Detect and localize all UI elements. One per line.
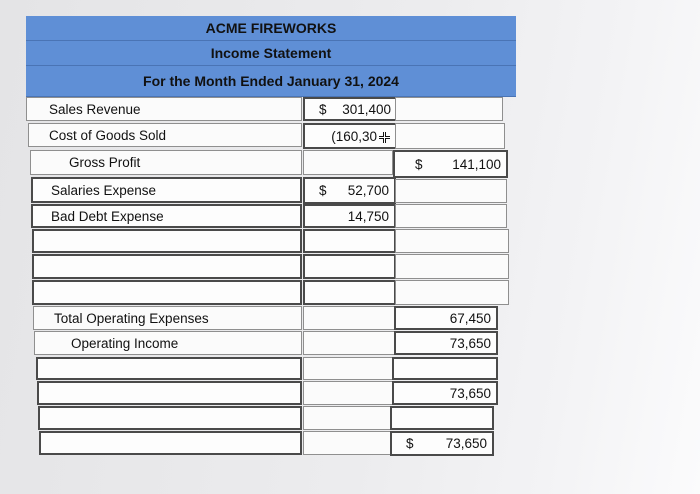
blank-label-input-4[interactable] — [36, 357, 302, 380]
operating-income-input[interactable] — [394, 331, 498, 355]
blank-expense-label-input-3[interactable] — [32, 280, 302, 305]
blank-total-cell-3 — [395, 280, 509, 305]
sales-revenue-currency: $ — [319, 101, 327, 117]
salaries-label-input[interactable] — [31, 177, 302, 203]
blank-expense-amount-input-1[interactable] — [303, 229, 396, 253]
salaries-currency: $ — [319, 183, 327, 198]
total-opex-amount: 67,450 — [449, 310, 491, 326]
row-d-input[interactable] — [390, 431, 494, 456]
blank-mid-cell-6 — [303, 406, 391, 430]
salaries-amount: 52,700 — [347, 183, 389, 198]
operating-income-label: Operating Income — [71, 335, 179, 351]
cogs-amount: (160,30 — [331, 128, 377, 144]
blank-mid-cell-7 — [303, 431, 391, 455]
blank-mid-cell-5 — [303, 381, 394, 405]
salaries-label: Salaries Expense — [51, 182, 157, 198]
gross-profit-mid-cell — [303, 150, 393, 175]
total-opex-input[interactable] — [394, 306, 498, 330]
blank-total-input-6[interactable] — [390, 406, 494, 430]
total-opex-mid-cell — [303, 306, 395, 330]
operating-income-label-cell — [34, 331, 302, 355]
gross-profit-amount: 141,100 — [452, 156, 501, 172]
operating-income-mid-cell — [303, 331, 395, 355]
blank-expense-amount-input-2[interactable] — [303, 254, 396, 279]
row-d-currency: $ — [406, 436, 414, 451]
gross-profit-input[interactable] — [393, 150, 508, 178]
gross-profit-label: Gross Profit — [69, 155, 141, 170]
statement-title: Income Statement — [26, 41, 516, 66]
blank-mid-cell-4 — [303, 357, 395, 380]
cogs-total-cell — [395, 123, 505, 149]
company-name: ACME FIREWORKS — [26, 16, 516, 41]
blank-expense-amount-input-3[interactable] — [303, 280, 396, 305]
salaries-total-cell — [395, 179, 507, 203]
blank-label-input-5[interactable] — [37, 381, 302, 405]
cogs-label: Cost of Goods Sold — [28, 123, 302, 147]
row-d-amount: 73,650 — [445, 436, 487, 451]
bad-debt-label: Bad Debt Expense — [51, 208, 164, 224]
blank-expense-label-input-1[interactable] — [32, 229, 302, 253]
bad-debt-amount: 14,750 — [347, 208, 389, 224]
gross-profit-currency: $ — [415, 156, 423, 172]
sales-revenue-input[interactable] — [303, 97, 398, 121]
total-opex-label: Total Operating Expenses — [33, 306, 302, 330]
gross-profit-label-cell — [30, 150, 302, 175]
blank-total-input-4[interactable] — [392, 357, 498, 380]
row-b-amount: 73,650 — [449, 385, 491, 401]
blank-total-cell-1 — [395, 229, 509, 253]
operating-income-amount: 73,650 — [449, 335, 491, 351]
row-b-input[interactable] — [392, 381, 498, 405]
sales-revenue-label: Sales Revenue — [26, 97, 302, 121]
sales-revenue-total-cell — [395, 97, 503, 121]
bad-debt-input[interactable] — [303, 204, 396, 228]
cogs-input[interactable] — [303, 123, 398, 149]
blank-total-cell-2 — [395, 254, 509, 279]
income-statement-sheet — [22, 12, 518, 460]
blank-label-input-6[interactable] — [38, 406, 302, 430]
move-cursor-icon — [378, 131, 391, 144]
statement-period: For the Month Ended January 31, 2024 — [26, 66, 516, 97]
blank-expense-label-input-2[interactable] — [32, 254, 302, 279]
sales-revenue-amount: 301,400 — [342, 101, 391, 117]
bad-debt-total-cell — [395, 204, 507, 228]
bad-debt-label-input[interactable] — [31, 204, 302, 228]
salaries-input[interactable] — [303, 177, 396, 204]
blank-label-input-7[interactable] — [39, 431, 302, 455]
